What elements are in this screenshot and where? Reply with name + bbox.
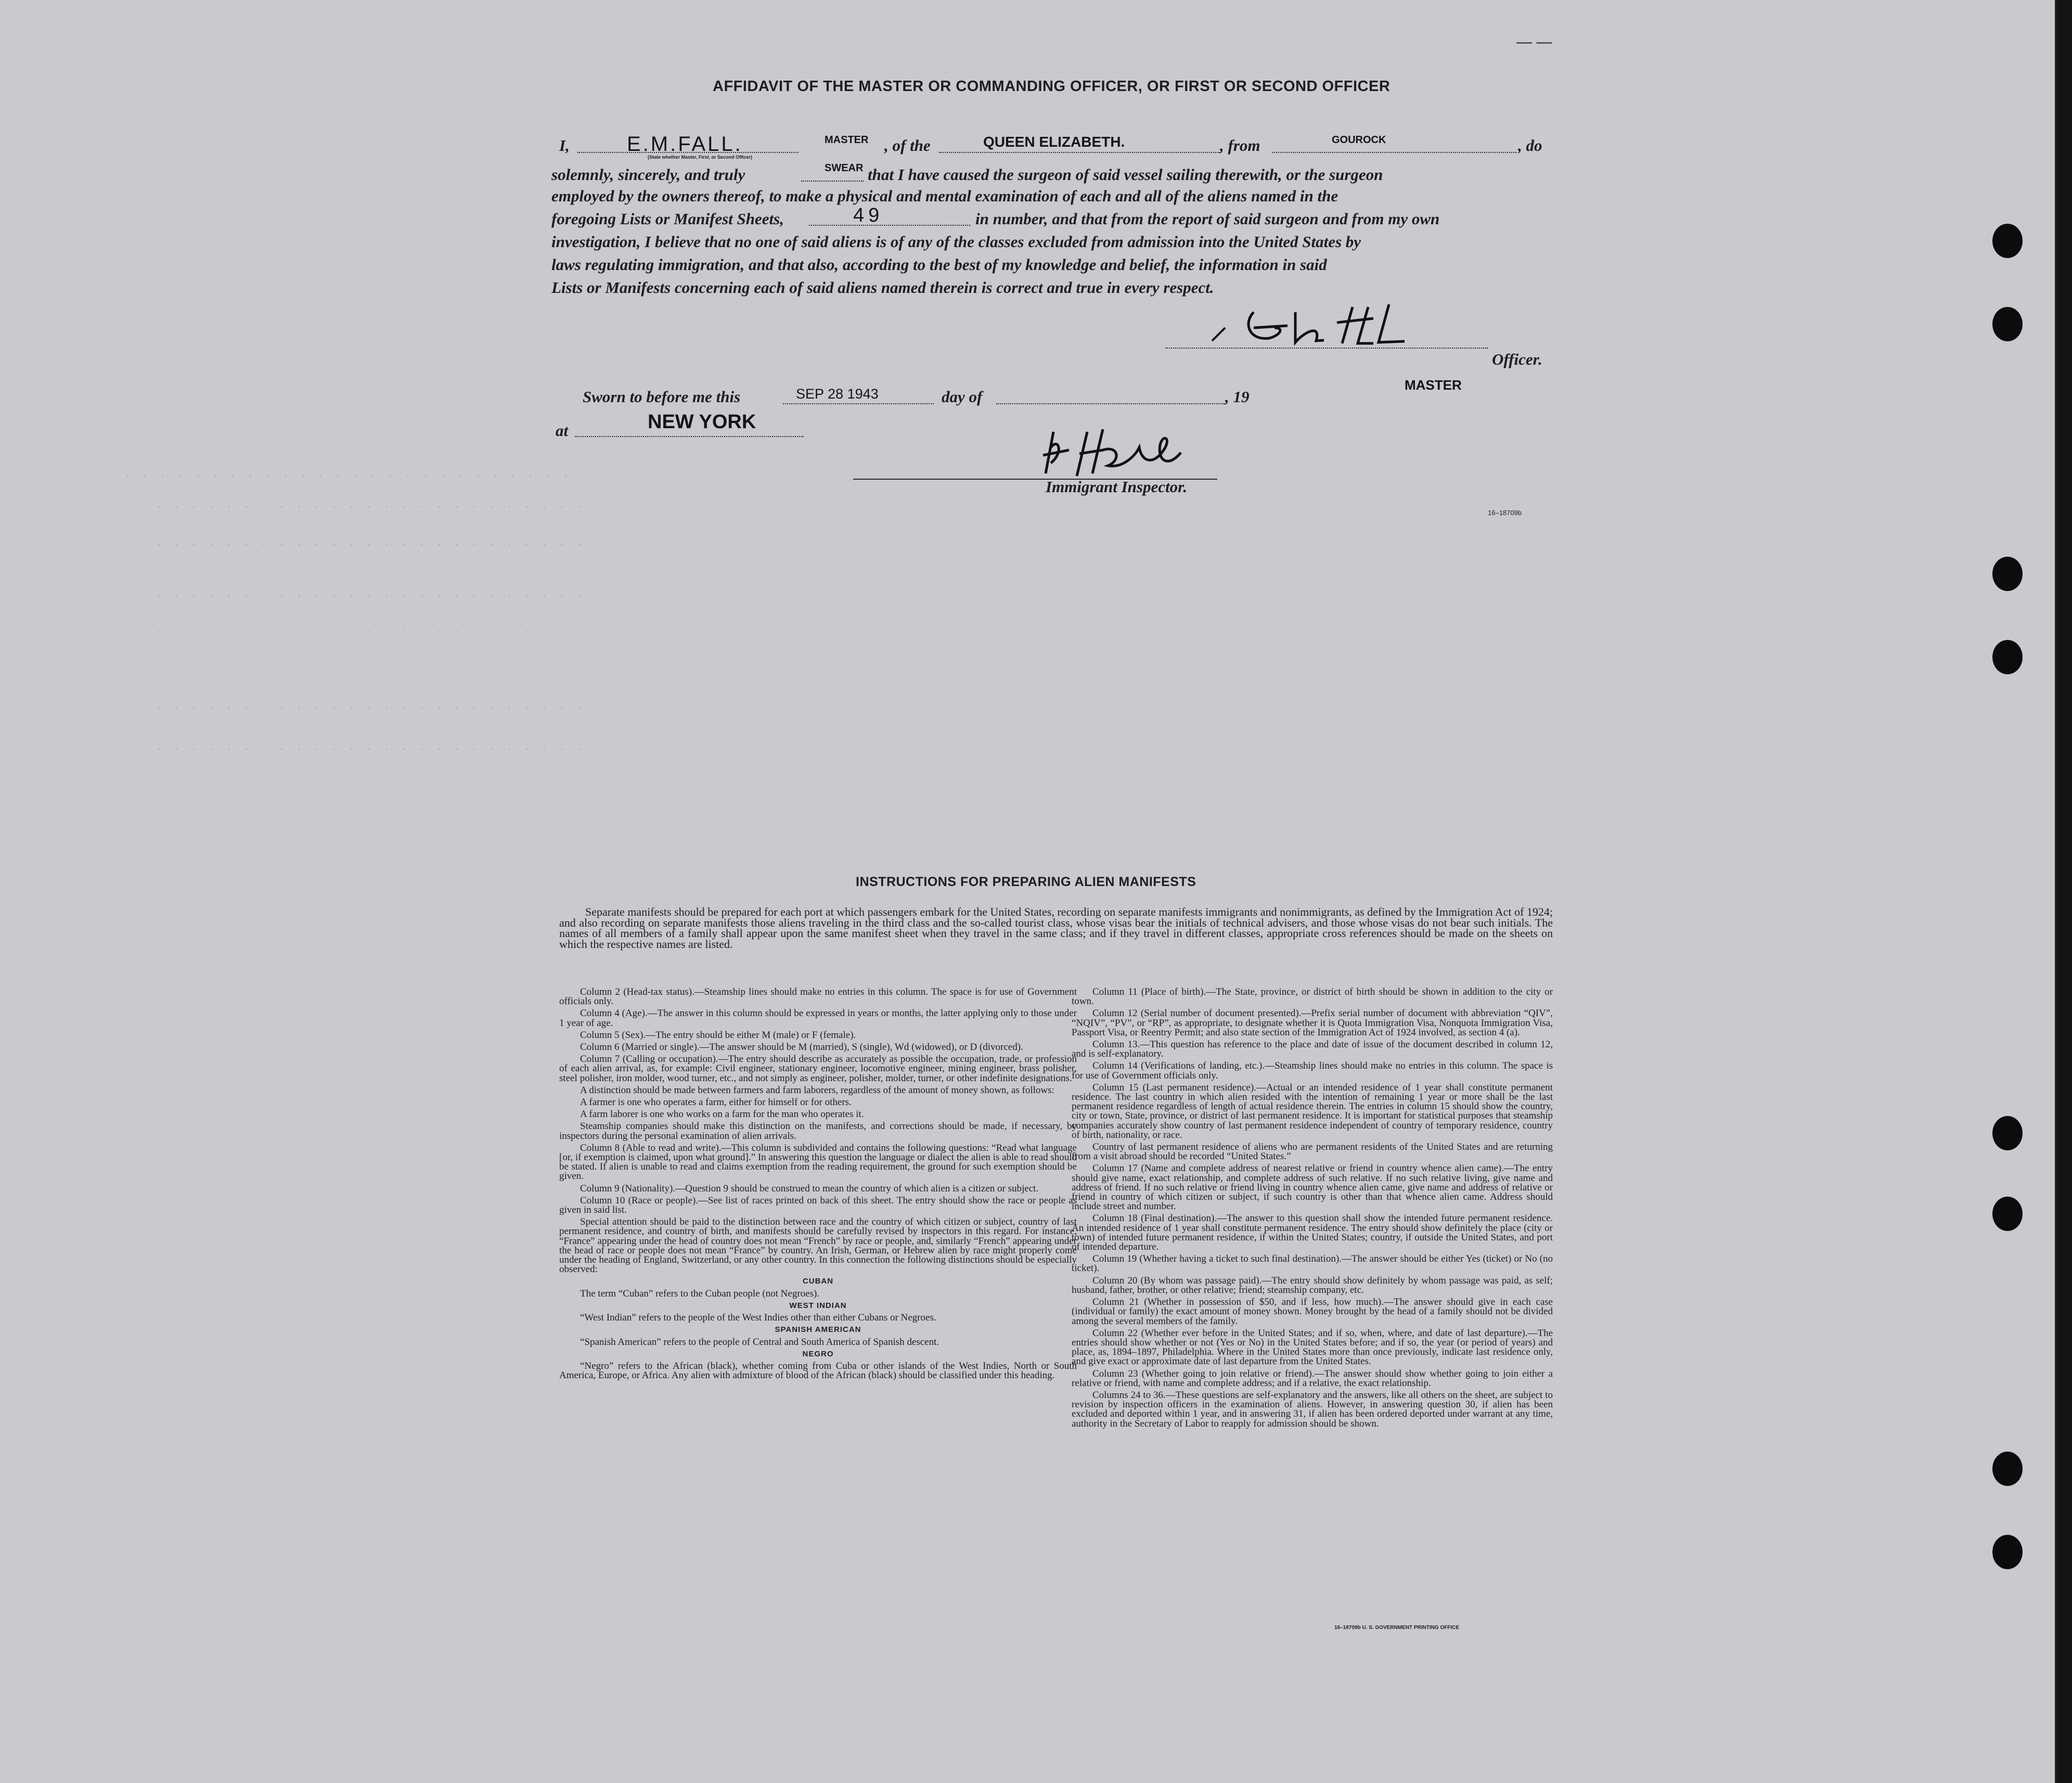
- instructions-title: INSTRUCTIONS FOR PREPARING ALIEN MANIFESTS: [856, 875, 1196, 889]
- instr-col-22: Column 22 (Whether ever before in the United States; and if so, when, where, and date of last departure).—The entries should show whether or not (Yes or No) in the United States before; and if so, the year (or period of years) and place, as, 1894–1897, Philadelphia. Where in the United States more than once previously, indicate last residence only, and give exact or approximate date of last departure from the United States.: [1072, 1327, 1553, 1367]
- instr-col-19: Column 19 (Whether having a ticket to such final destination).—The answer should be either Yes (ticket) or No (no ticket).: [1072, 1253, 1553, 1274]
- instr-farmer-distinction: A distinction should be made between farmers and farm laborers, regardless of the amount of money shown, as follows:: [580, 1084, 1054, 1096]
- swear-stamp: SWEAR: [825, 162, 864, 174]
- instr-col-5: Column 5 (Sex).—The entry should be either M (male) or F (female).: [580, 1029, 856, 1041]
- instructions-right-column: [1072, 987, 1553, 1431]
- affidavit-title: AFFIDAVIT OF THE MASTER OR COMMANDING OFFICER, OR FIRST OR SECOND OFFICER: [713, 78, 1391, 95]
- negro-text: “Negro” refers to the African (black), whether coming from Cuba or other islands of the West Indies, North or South America, Europe, or Africa. Any alien with admixture of blood of the African (black) should be classified under this heading.: [559, 1360, 1077, 1381]
- do-label: , do: [1518, 136, 1542, 155]
- manifest-sheet-count: 49: [853, 204, 884, 226]
- instr-col-23: Column 23 (Whether going to join relative or friend).—The answer should show whether going to join either a relative or friend, with name and complete address; and if a relative, the exact relationship.: [1072, 1368, 1553, 1389]
- rank-stamp: MASTER: [825, 134, 869, 146]
- instr-col-18: Column 18 (Final destination).—The answer to this question shall show the intended future permanent residence. An intended residence of 1 year shall constitute permanent residence. The entry should show definitely the place (city or town) of intended future permanent residence, if within the United States; country, if outside the United States, and port of intended departure.: [1072, 1213, 1553, 1253]
- instr-col-21: Column 21 (Whether in possession of $50, and if less, how much).—The answer should give in each case (individual or family) the exact amount of money shown. Money brought by the head of a family should not be divided among the several members of the family.: [1072, 1297, 1553, 1327]
- inspector-signature: [1030, 421, 1228, 484]
- officer-rank: MASTER: [1405, 377, 1462, 393]
- affidavit-line-3: employed by the owners thereof, to make a physical and mental examination of each and all of the aliens named in the: [551, 187, 1339, 205]
- spanish-american-heading: SPANISH AMERICAN: [775, 1325, 861, 1335]
- sworn-label: Sworn to before me this: [583, 388, 741, 406]
- instr-col-15-us: Country of last permanent residence of aliens who are permanent residents of the United States and are returning from a visit abroad should be recorded “United States.”: [1072, 1141, 1553, 1162]
- cuban-heading: CUBAN: [802, 1277, 834, 1286]
- instr-col-13: Column 13.—This question has reference to the place and date of issue of the document described in column 12, and is self-explanatory.: [1072, 1039, 1553, 1060]
- instr-col-17: Column 17 (Name and complete address of nearest relative or friend in country whence alien came).—The entry should give name, exact relationship, and complete address of such relative. If no such relative living, give name and address of friend. If no such relative or friend living in country whence alien came, give name and address of relative or friend in country of which citizen or subject, if such country is other than that whence alien came. Address should include street and number.: [1072, 1163, 1553, 1212]
- instr-col-14: Column 14 (Verifications of landing, etc.).—Steamship lines should make no entries in this column. The space is for use of Government officials only.: [1072, 1060, 1553, 1081]
- from-label: , from: [1220, 136, 1260, 155]
- line4-b: in number, and that from the report of said surgeon and from my own: [975, 210, 1440, 228]
- instr-steamship-distinction: Steamship companies should make this distinction on the manifests, and corrections should be made, if necessary, by inspectors during the personal examination of alien arrivals.: [559, 1121, 1077, 1141]
- instr-col-6: Column 6 (Married or single).—The answer should be M (married), S (single), Wd (widowed), or D (divorced).: [580, 1042, 1023, 1053]
- form-number: 16–18709b: [1488, 509, 1522, 517]
- instr-col-15: Column 15 (Last permanent residence).—Actual or an intended residence of 1 year shall constitute permanent residence. The last country in which alien resided with the intention of remaining 1 year or more shall be the last permanent residence regardless of length of actual residence therein. The entries in column 15 should show the country, city or town, State, province, or district of last permanent residence. It is important for statistical purposes that steamship companies accurately show country of last permanent residence independent of country of temporary residence, country of birth, nationality, or race.: [1072, 1082, 1553, 1140]
- instr-col-2: Column 2 (Head-tax status).—Steamship lines should make no entries in this column. The space is for use of Government officials only.: [559, 986, 1077, 1007]
- instr-col-11: Column 11 (Place of birth).—The State, province, or district of birth should be shown in addition to the city or town.: [1072, 986, 1553, 1007]
- line2-rest: that I have caused the surgeon of said vessel sailing therewith, or the surgeon: [868, 165, 1383, 184]
- instructions-intro: Separate manifests should be prepared for each port at which passengers embark for the United States, recording on separate manifests immigrants and nonimmigrants, as defined by the Immigration Act of 1924; and also recording on separate manifests those aliens traveling in the third class and the so-called tourist class, whose visas bear the initials of technical advisers, and those whose visas do not bear such initials. The names of all members of a family shall appear upon the same manifest sheet when they travel in the same class; and if they travel in different classes, appropriate cross references should be made on the sheets on which the respective names are listed.: [559, 905, 1553, 951]
- document-sheet: — — · · · · · · · · · · · · · · · · · · · · · · · · · · · · · · · · · · · · · · · · · · · · · · · · · · · · · · · · · · · · · · · · · · · · · · · · · · · · · · · · · · · · · · · · · · · · · · · · · · · · · · · · · · · · · · · · · · · · · · · · · · · · · · · · · · · · · · · · · · · · · · · · · · · · · · · · · · · · · · · · · · · · · · · · · · · · · · · · AFFIDAVIT OF THE MASTER OR COMMANDING OFFICER, OR FIRST OR SECOND OFFICER I, E.M.FALL. MASTER (State whether Master, First, or Second Officer) , of the QUEEN ELIZABETH. , from GOUROCK , do solemnly, sincerely, and truly SWEAR that I have caused the surgeon of said vessel sailing therewith, or the surgeon employed by the owners thereof, to make a physical and mental examination of each and all of the aliens named in the foregoing Lists or Manifest Sheets, 49 in number, and that from the report of said surgeon and from my own investigation, I believe that no one of said aliens is of any of the classes excluded from admission into the United States by laws regulating immigration, and that also, according to the best of my knowledge and belief, the information in said Lists or Manifests concerning each of said aliens named therein is correct and true in every respect. Officer. MASTER Sworn to before me this SEP 28 1943 day of , 19 at NEW YORK Immigrant Inspector. 16–18709b INSTRUCTIONS FOR PREPARING ALIEN MANIFESTS Separate manifests should be prepared for each port at which passengers embark for the United States, recording on separate manifests immigrants and nonimmigrants, as defined by the Immigration Act of 1924; and also recording on separate manifests those aliens traveling in the third class and the so-called tourist class, whose visas bear the initials of technical advisers, and those whose visas do not bear such initials. The names of all members of a family shall appear upon the same manifest sheet when they travel in the same class; and if they travel in different classes, appropriate cross references should be made on the sheets on which the respective names are listed. Column 2 (Head-tax status).—Steamship lines should make no entries in this column. The space is for use of Government officials only. Column 4 (Age).—The answer in this column should be expressed in years or months, the latter applying only to those under 1 year of age. Column 5 (Sex).—The entry should be either M (male) or F (female). Column 6 (Married or single).—The answer should be M (married), S (single), Wd (widowed), or D (divorced). Column 7 (Calling or occupation).—The entry should describe as accurately as possible the occupation, trade, or profession of each alien arrival, as, for example: Civil engineer, stationary engineer, locomotive engineer, mining engineer, brass polisher, steel polisher, iron molder, wood turner, etc., and not simply as engineer, polisher, molder, turner, or other indefinite designations. A distinction should be made between farmers and farm laborers, regardless of the amount of money shown, as follows: A farmer is one who operates a farm, either for himself or for others. A farm laborer is one who works on a farm for the man who operates it. Steamship companies should make this distinction on the manifests, and corrections should be made, if necessary, by inspectors during the personal examination of alien arrivals. Column 8 (Able to read and write).—This column is subdivided and contains the following questions: “Read what language [or, if exemption is claimed, upon what ground].” In answering this question the language or dialect the alien is able to read should be stated. If alien is unable to read and claims exemption from the reading requirement, the ground for such exemption should be given. Column 9 (Nationality).—Question 9 should be construed to mean the country of which alien is a citizen or subject. Column 10 (Race or people).—See list of races printed on back of this sheet. The entry should show the race or people as given in said list. Special attention should be paid to the distinction between race and the country of which citizen or subject, country of last permanent residence, and country of birth, and manifests should be carefully revised by inspectors in this regard. For instance, “France” appearing under the head of country does not mean “French” by race or people, and, similarly “French” appearing under the head of race or people does not mean “France” by country. An Irish, German, or Hebrew alien by race might properly come under the heading of England, Switzerland, or any other country. In this connection the following distinctions should be especially observed: CUBAN The term “Cuban” refers to the Cuban people (not Negroes). WEST INDIAN “West Indian” refers to the people of the West Indies other than either Cubans or Negroes. SPANISH AMERICAN “Spanish American” refers to the people of Central and South America of Spanish descent. NEGRO “Negro” refers to the African (black), whether coming from Cuba or other islands of the West Indies, North or South America, Europe, or Africa. Any alien with admixture of blood of the African (black) should be classified under this heading. Column 11 (Place of birth).—The State, province, or district of birth should be shown in addition to the city or town. Column 12 (Serial number of document presented).—Prefix serial number of document with abbreviation “QIV”, “NQIV”, “PV”, or “RP”, as appropriate, to designate whether it is Quota Immigration Visa, Nonquota Immigration Visa, Passport Visa, or Reentry Permit; and also state section of the Immigration Act of 1924 involved, as section 4 (a). Column 13.—This question has reference to the place and date of issue of the document described in column 12, and is self-explanatory. Column 14 (Verifications of landing, etc.).—Steamship lines should make no entries in this column. The space is for use of Government officials only. Column 15 (Last permanent residence).—Actual or an intended residence of 1 year shall constitute permanent residence. The last country in which alien resided with the intention of remaining 1 year or more shall be the last permanent residence regardless of length of actual residence therein. The entries in column 15 should show the country, city or town, State, province, or district of last permanent residence. It is important for statistical purposes that steamship companies accurately show country of last permanent residence independent of country of temporary residence, country of birth, nationality, or race. Country of last permanent residence of aliens who are permanent residents of the United States and are returning from a visit abroad should be recorded “United States.” Column 17 (Name and complete address of nearest relative or friend in country whence alien came).—The entry should give name, exact relationship, and complete address of such relative. If no such relative living, give name and address of friend. If no such relative or friend living in country whence alien came, give name and address of relative or friend in country of which citizen or subject, if such country is other than that whence alien came. Address should include street and number. Column 18 (Final destination).—The answer to this question shall show the intended future permanent residence. An intended residence of 1 year shall constitute permanent residence. The entry should show definitely the place (city or town) of intended future permanent residence, if within the United States; country, if outside the United States, and port of intended departure. Column 19 (Whether having a ticket to such final destination).—The answer should be either Yes (ticket) or No (no ticket). Column 20 (By whom was passage paid).—The entry should show definitely by whom passage was paid, as self; husband, father, brother, or other relative; friend; steamship company, etc. Column 21 (Whether in possession of $50, and if less, how much).—The answer should give in each case (individual or family) the exact amount of money shown. Money brought by the head of a family should not be divided among the several members of the family. Column 22 (Whether ever before in the United States; and if so, when, where, and date of last departure).—The entries should show whether or not (Yes or No) in the United States before; and if so, the year (or period of years) and place, as, 1894–1897, Philadelphia. Where in the United States more than once previously, indicate last residence only, and give exact or approximate date of last departure from the United States. Column 23 (Whether going to join relative or friend).—The answer should show whether going to join either a relative or friend, with name and complete address; and if a relative, the exact relationship. Columns 24 to 36.—These questions are self-explanatory and the answers, like all others on the sheet, are subject to revision by inspection officers in the examination of aliens. However, in answering question 30, if alien has been excluded and deported within 1 year, and in answering 31, if alien has been ordered deported under warrant at any time, authority in the Secretary of Labor to reapply for admission should be shown. 16–18709b U. S. GOVERNMENT PRINTING OFFICE: [0, 0, 2056, 1783]
- of-the-label: , of the: [884, 136, 931, 155]
- instr-farm-laborer: A farm laborer is one who works on a farm for the man who operates it.: [580, 1109, 864, 1120]
- instr-col-7: Column 7 (Calling or occupation).—The entry should describe as accurately as possible the occupation, trade, or profession of each alien arrival, as, for example: Civil engineer, stationary engineer, locomotive engineer, mining engineer, brass polisher, steel polisher, iron molder, wood turner, etc., and not simply as engineer, polisher, molder, turner, or other indefinite designations.: [559, 1054, 1077, 1084]
- negro-heading: NEGRO: [802, 1349, 834, 1358]
- cuban-text: The term “Cuban” refers to the Cuban people (not Negroes).: [580, 1288, 820, 1299]
- rank-note: (State whether Master, First, or Second Officer): [648, 155, 753, 160]
- day-of-label: day of: [942, 388, 983, 406]
- instr-special-attention: Special attention should be paid to the distinction between race and the country of which citizen or subject, country of last permanent residence, and country of birth, and manifests should be carefully revised by inspectors in this regard. For instance, “France” appearing under the head of country does not mean “French” by race or people, and, similarly “French” appearing under the head of race or people does not mean “France” by country. An Irish, German, or Hebrew alien by race might properly come under the heading of England, Switzerland, or any other country. In this connection the following distinctions should be especially observed:: [559, 1216, 1077, 1275]
- sworn-place: NEW YORK: [648, 411, 756, 433]
- affidavit-i: I,: [559, 136, 570, 155]
- instr-col-4: Column 4 (Age).—The answer in this column should be expressed in years or months, the latter applying only to those under 1 year of age.: [559, 1008, 1077, 1029]
- spanish-american-text: “Spanish American” refers to the people of Central and South America of Spanish descent.: [580, 1336, 940, 1348]
- officer-signature: [1196, 291, 1457, 359]
- instr-farmer: A farmer is one who operates a farm, either for himself or for others.: [580, 1097, 852, 1108]
- affidavit-line-5: investigation, I believe that no one of said aliens is of any of the classes excluded from admission into the United States by: [551, 233, 1361, 251]
- instr-col-8: Column 8 (Able to read and write).—This column is subdivided and contains the following questions: “Read what language [or, if exemption is claimed, upon what ground].” In answering this question the language or dialect the alien is able to read should be stated. If alien is unable to read and claims exemption from the reading requirement, the ground for such exemption should be given.: [559, 1142, 1077, 1182]
- top-mark: — —: [1516, 33, 1552, 50]
- year-label: , 19: [1225, 388, 1250, 406]
- west-indian-heading: WEST INDIAN: [789, 1301, 847, 1310]
- printing-office-footer: 16–18709b U. S. GOVERNMENT PRINTING OFFICE: [1334, 1625, 1460, 1631]
- sworn-date: SEP 28 1943: [796, 386, 879, 402]
- at-label: at: [556, 421, 569, 440]
- officer-label: Officer.: [1492, 350, 1542, 368]
- inspector-label: Immigrant Inspector.: [1046, 478, 1188, 496]
- instr-col-10: Column 10 (Race or people).—See list of races printed on back of this sheet. The entry should show the race or people as given in said list.: [559, 1195, 1077, 1216]
- instr-col-24-36: Columns 24 to 36.—These questions are self-explanatory and the answers, like all others on the sheet, are subject to revision by inspection officers in the examination of aliens. However, in answering question 30, if alien has been excluded and deported within 1 year, and in answering 31, if alien has been ordered deported under warrant at any time, authority in the Secretary of Labor to reapply for admission should be shown.: [1072, 1389, 1553, 1429]
- affidavit-line-7: Lists or Manifests concerning each of said aliens named therein is correct and true in every respect.: [551, 278, 1214, 297]
- line4-a: foregoing Lists or Manifest Sheets,: [551, 210, 784, 228]
- instr-col-9: Column 9 (Nationality).—Question 9 should be construed to mean the country of which alien is a citizen or subject.: [580, 1183, 1039, 1194]
- departure-port: GOUROCK: [1332, 134, 1386, 146]
- vessel-name: QUEEN ELIZABETH.: [983, 134, 1125, 150]
- west-indian-text: “West Indian” refers to the people of the West Indies other than either Cubans or Negroes.: [580, 1312, 936, 1324]
- master-name: E.M.FALL.: [627, 133, 743, 156]
- solemnly-text: solemnly, sincerely, and truly: [551, 165, 745, 184]
- affidavit-line-6: laws regulating immigration, and that also, according to the best of my knowledge and belief, the information in said: [551, 255, 1327, 274]
- instr-col-20: Column 20 (By whom was passage paid).—The entry should show definitely by whom passage was paid, as self; husband, father, brother, or other relative; friend; steamship company, etc.: [1072, 1275, 1553, 1295]
- instr-col-12: Column 12 (Serial number of document presented).—Prefix serial number of document with abbreviation “QIV”, “NQIV”, “PV”, or “RP”, as appropriate, to designate whether it is Quota Immigration Visa, Nonquota Immigration Visa, Passport Visa, or Reentry Permit; and also state section of the Immigration Act of 1924 involved, as section 4 (a).: [1072, 1008, 1553, 1038]
- instructions-left-column: [559, 987, 1077, 1383]
